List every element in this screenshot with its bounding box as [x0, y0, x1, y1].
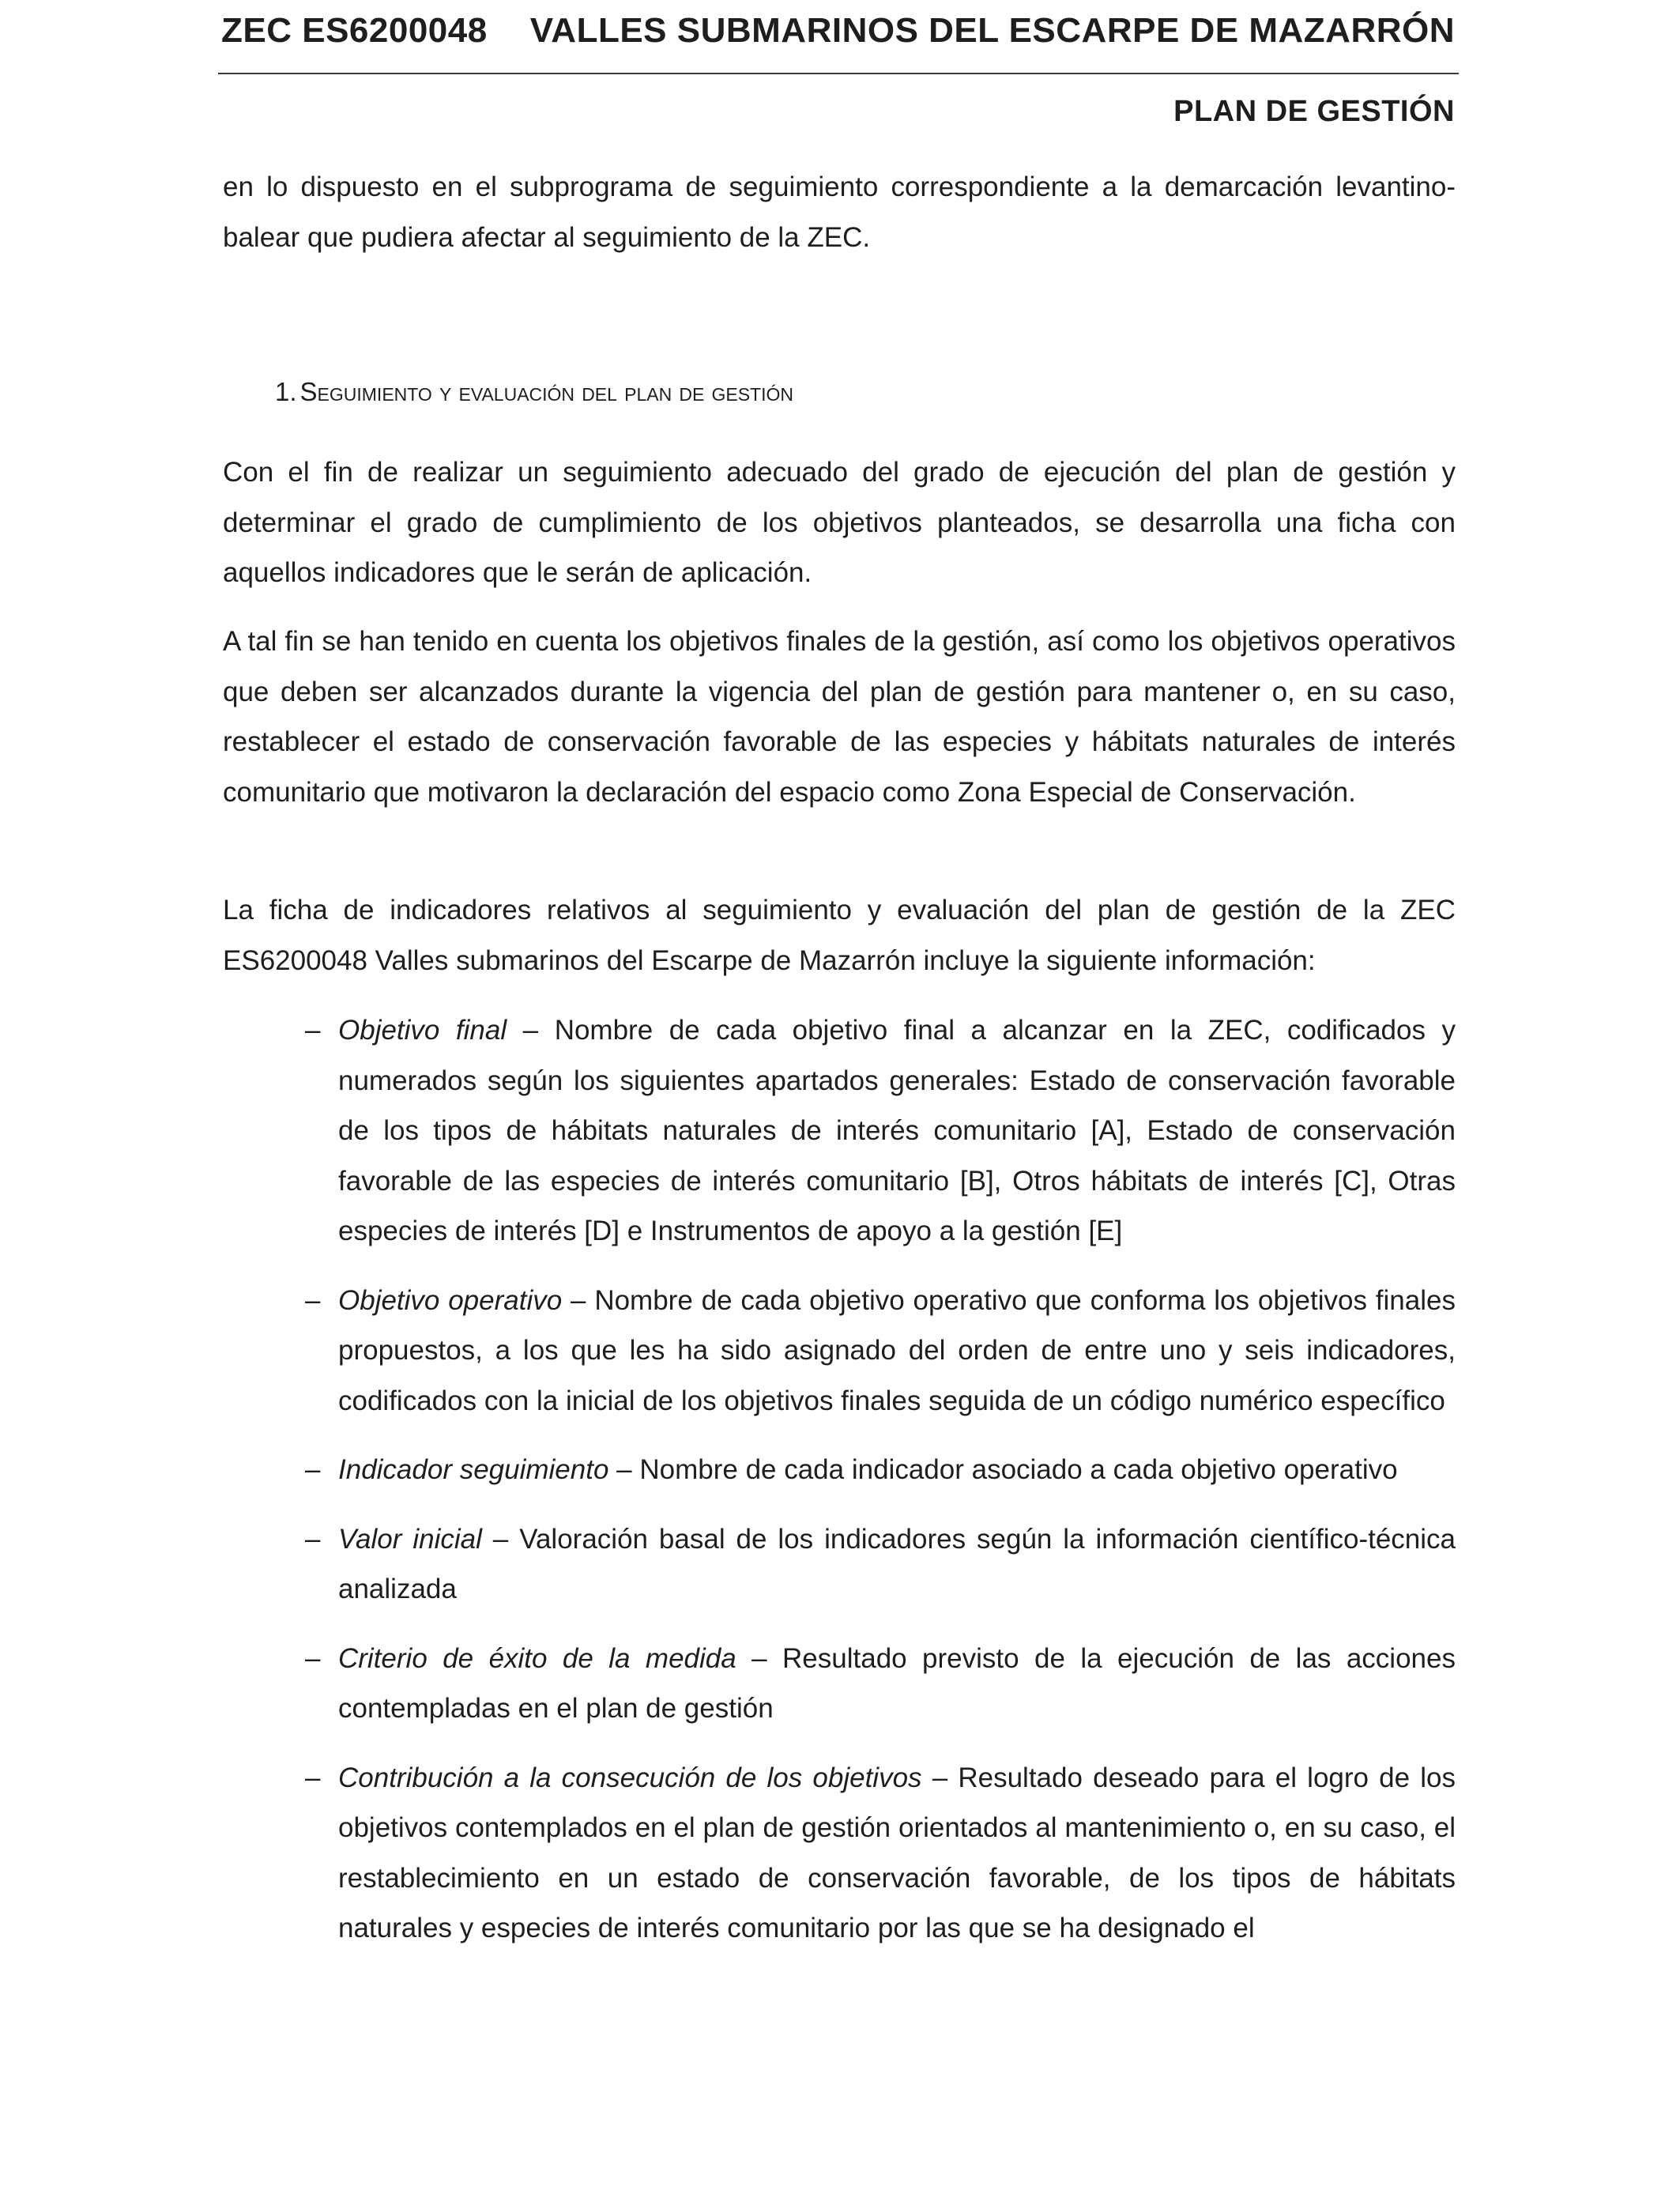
indicator-fields-list — [223, 1005, 1456, 1973]
list-item-term: Valor inicial — [338, 1523, 482, 1555]
list-item — [223, 1753, 1456, 1954]
header-site-title: VALLES SUBMARINOS DEL ESCARPE DE MAZARRÓN — [529, 11, 1455, 50]
list-item-term: Objetivo operativo — [338, 1284, 563, 1316]
dash-bullet: – — [305, 1015, 321, 1046]
list-item-term: Objetivo final — [338, 1015, 507, 1046]
paragraph-3: La ficha de indicadores relativos al seguimiento y evaluación del plan de gestión de la ZEC ES6200048 Valles submarinos del Escarpe de Mazarrón incluye la siguiente información: — [223, 895, 1456, 976]
list-item-text: Resultado previsto de la ejecución de las acciones contempladas en el plan de gestión — [338, 1642, 1456, 1724]
dash-bullet: – — [305, 1762, 321, 1793]
section-title: Seguimiento y evaluación del plan de gestión — [299, 377, 793, 406]
list-item — [223, 1514, 1456, 1615]
dash-bullet: – — [305, 1284, 321, 1316]
dash-bullet: – — [305, 1642, 321, 1674]
list-item-text: Nombre de cada objetivo final a alcanzar en la ZEC, codificados y numerados según los siguientes apartados generales: Estado de conservación favorable de los tipos de hábitats naturales de interés comunitario [A], Estado de conservación favorable de las especies de interés comunitario [B], Otros hábitats de interés [C], Otras especies de interés [D] e Instrumentos de apoyo a la gestión [E] — [338, 1015, 1456, 1246]
list-item-separator: – — [608, 1454, 640, 1485]
list-item-separator: – — [736, 1642, 783, 1674]
list-item-text: Resultado deseado para el logro de los objetivos contemplados en el plan de gestión orientados al mantenimiento o, en su caso, el restablecimiento en un estado de conservación favorable, de los tipos de hábitats naturales y especies de interés comunitario por las que se ha designado el — [338, 1762, 1456, 1943]
list-item-separator: – — [562, 1284, 595, 1316]
list-item-separator: – — [481, 1523, 520, 1555]
list-item-text: Nombre de cada indicador asociado a cada objetivo operativo — [639, 1454, 1398, 1485]
header-divider — [218, 73, 1459, 74]
dash-bullet: – — [305, 1454, 321, 1485]
list-item-separator: – — [507, 1015, 555, 1046]
paragraph-2: A tal fin se han tenido en cuenta los objetivos finales de la gestión, así como los objetivos operativos que deben ser alcanzados durante la vigencia del plan de gestión para mantener o, en su caso, restablecer el estado de conservación favorable de las especies y hábitats naturales de interés comunitario que motivaron la declaración del espacio como Zona Especial de Conservación. — [223, 626, 1456, 808]
intro-paragraph: en lo dispuesto en el subprograma de seguimiento correspondiente a la demarcación levantino-balear que pudiera afectar al seguimiento de la ZEC. — [223, 172, 1456, 253]
list-item — [223, 1634, 1456, 1734]
section-heading — [275, 368, 793, 416]
dash-bullet: – — [305, 1523, 321, 1555]
list-item — [223, 1005, 1456, 1257]
list-item-term: Criterio de éxito de la medida — [338, 1642, 736, 1674]
header-plan-title: PLAN DE GESTIÓN — [1173, 95, 1455, 128]
paragraph-1: Con el fin de realizar un seguimiento adecuado del grado de ejecución del plan de gestión y determinar el grado de cumplimiento de los objetivos planteados, se desarrolla una ficha con aquellos indicadores que le serán de aplicación. — [223, 457, 1456, 588]
list-item-separator: – — [921, 1762, 959, 1793]
list-item — [223, 1276, 1456, 1427]
list-item-term: Contribución a la consecución de los objetivos — [338, 1762, 922, 1793]
list-item-term: Indicador seguimiento — [338, 1454, 609, 1485]
list-item-text: Nombre de cada objetivo operativo que conforma los objetivos finales propuestos, a los que les ha sido asignado del orden de entre uno y seis indicadores, codificados con la inicial de los objetivos finales seguida de un código numérico específico — [338, 1284, 1456, 1416]
list-item-text: Valoración basal de los indicadores según la información científico-técnica analizada — [338, 1523, 1456, 1604]
list-item — [223, 1445, 1456, 1495]
section-number: 1. — [275, 377, 297, 406]
header-site-code: ZEC ES6200048 — [221, 11, 488, 50]
